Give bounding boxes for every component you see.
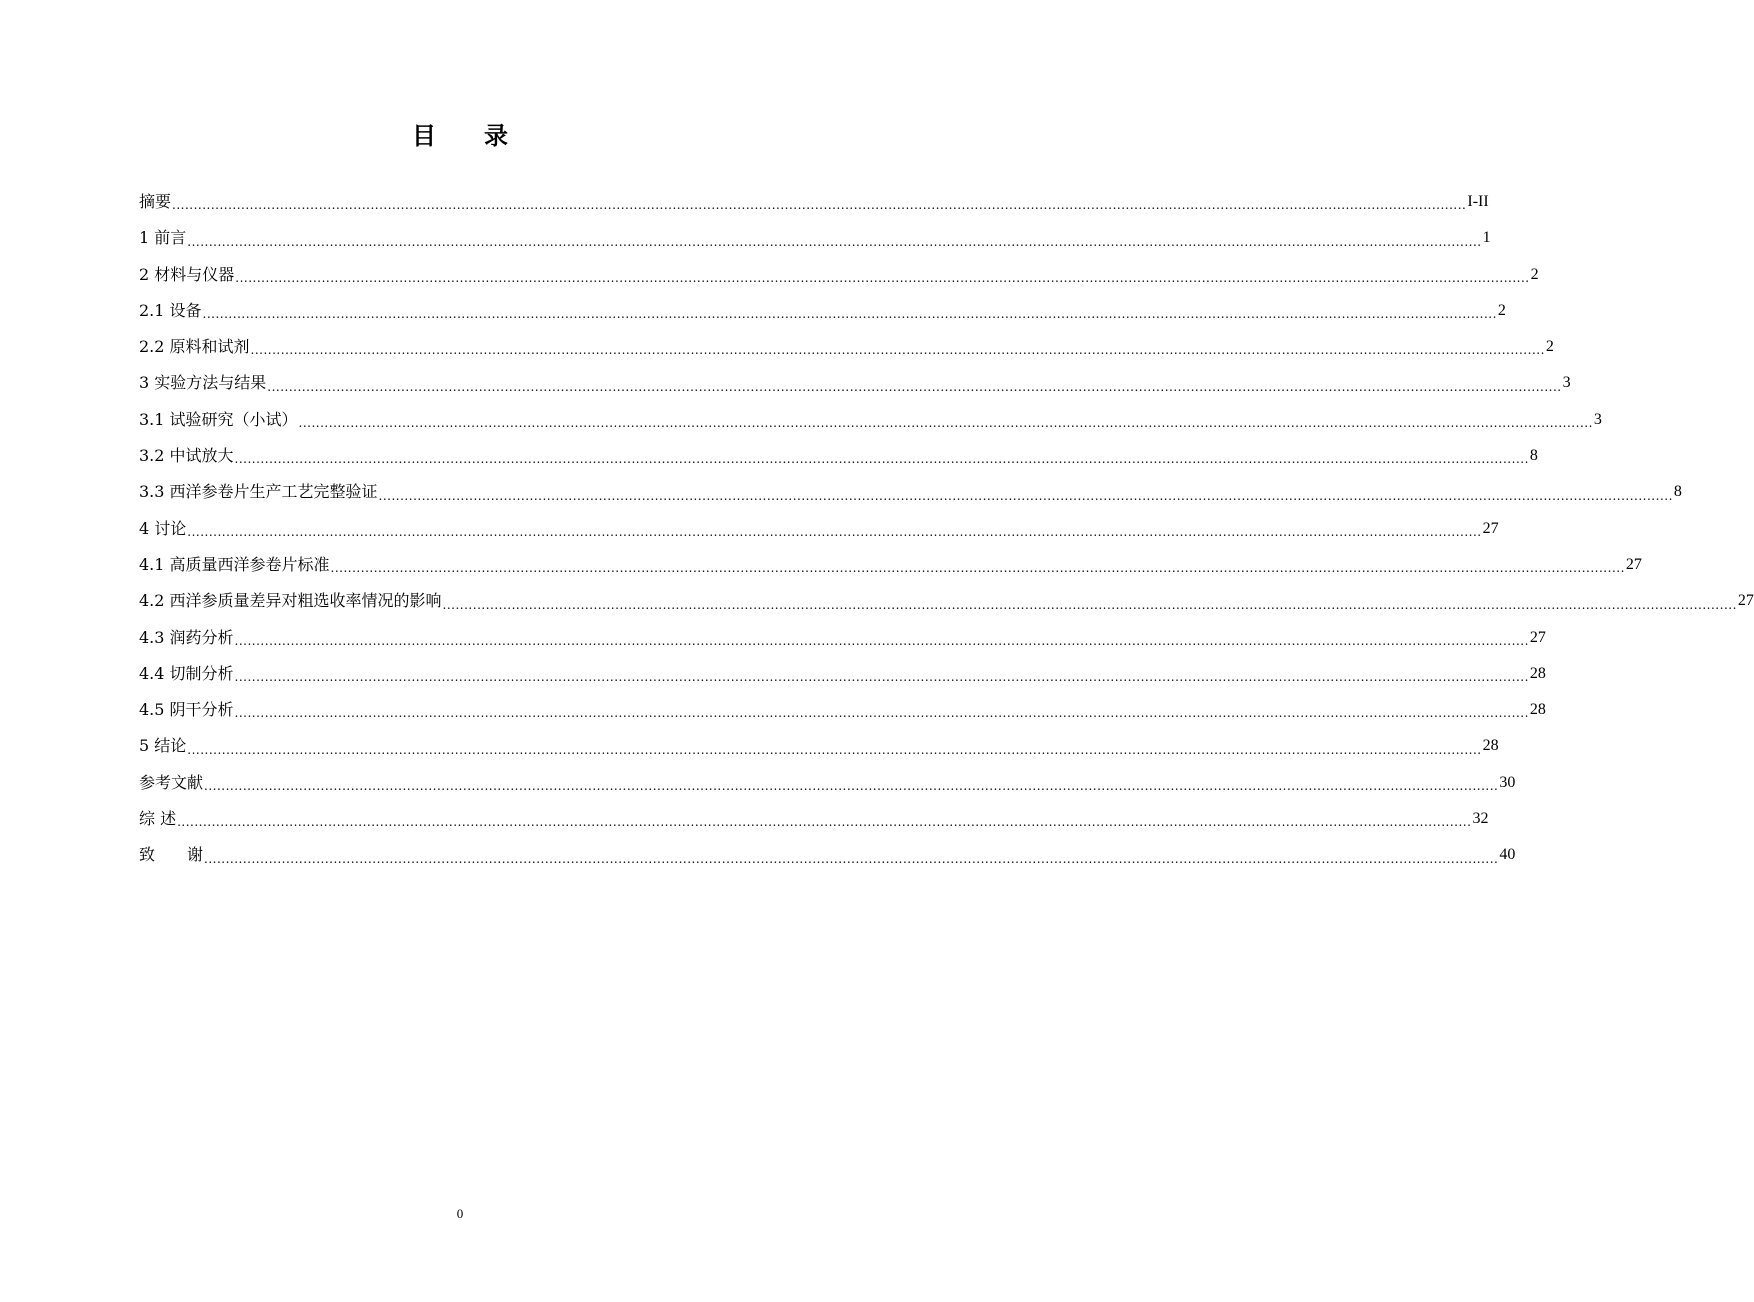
toc-entry-label: 4.1 高质量西洋参卷片标准: [139, 554, 330, 574]
toc-entry-page: 3: [1593, 410, 1602, 428]
page-number: 0: [456, 1206, 464, 1221]
toc-entry-page: 27: [1737, 592, 1754, 610]
toc-entry[interactable]: [139, 438, 1538, 474]
toc-entry[interactable]: [139, 620, 1546, 656]
toc-entry[interactable]: [139, 837, 1516, 873]
toc-leader-dots: ............................................................................................................................................................................................................................................................................................................: [330, 561, 1625, 576]
toc-entry-label: 2 材料与仪器: [139, 264, 235, 284]
toc-entry-label: 参考文献: [139, 772, 204, 792]
toc-entry-page: 2: [1530, 265, 1539, 283]
toc-entry[interactable]: [139, 402, 1602, 438]
toc-leader-dots: ............................................................................................................................................................................................................................................................................................................: [202, 307, 1497, 322]
toc-entry-label: 3.2 中试放大: [139, 446, 234, 466]
toc-entry[interactable]: [139, 583, 1754, 619]
toc-entry-page: 32: [1472, 810, 1489, 828]
toc-entry-page: 30: [1499, 773, 1516, 791]
toc-entry-label: 1 前言: [139, 228, 187, 248]
toc-leader-dots: ............................................................................................................................................................................................................................................................................................................: [187, 234, 1482, 249]
toc-entry-label: 4.2 西洋参质量差异对粗选收率情况的影响: [139, 591, 442, 611]
toc-leader-dots: ............................................................................................................................................................................................................................................................................................................: [298, 416, 1593, 431]
toc-entry[interactable]: [139, 656, 1546, 692]
toc-entry[interactable]: [139, 257, 1539, 293]
toc-leader-dots: ............................................................................................................................................................................................................................................................................................................: [442, 597, 1737, 612]
table-of-contents: [139, 184, 1754, 874]
toc-leader-dots: ............................................................................................................................................................................................................................................................................................................: [378, 488, 1673, 503]
toc-leader-dots: ............................................................................................................................................................................................................................................................................................................: [177, 815, 1472, 830]
toc-entry-label: 3 实验方法与结果: [139, 373, 267, 393]
toc-entry-page: 3: [1562, 374, 1571, 392]
toc-entry-label: 综 述: [139, 809, 177, 829]
toc-entry-label: 摘要: [139, 192, 172, 211]
toc-entry[interactable]: [139, 801, 1489, 837]
toc-leader-dots: ............................................................................................................................................................................................................................................................................................................: [204, 851, 1499, 866]
toc-leader-dots: ............................................................................................................................................................................................................................................................................................................: [250, 343, 1545, 358]
toc-entry-page: 8: [1673, 483, 1682, 501]
toc-leader-dots: ............................................................................................................................................................................................................................................................................................................: [234, 452, 1529, 467]
toc-entry-page: 40: [1499, 846, 1516, 864]
toc-leader-dots: ............................................................................................................................................................................................................................................................................................................: [187, 524, 1482, 539]
toc-entry-label: 2.2 原料和试剂: [139, 337, 250, 357]
toc-entry-page: 28: [1482, 737, 1499, 755]
toc-entry-page: 1: [1482, 229, 1491, 247]
toc-entry-label: 4.4 切制分析: [139, 663, 234, 683]
toc-leader-dots: ............................................................................................................................................................................................................................................................................................................: [234, 670, 1529, 685]
toc-entry[interactable]: [139, 692, 1546, 728]
toc-entry-label: 3.1 试验研究（小试）: [139, 409, 298, 429]
toc-entry-page: 8: [1529, 447, 1538, 465]
toc-leader-dots: ............................................................................................................................................................................................................................................................................................................: [234, 706, 1529, 721]
toc-entry[interactable]: [139, 220, 1491, 256]
toc-entry-page: 28: [1529, 664, 1546, 682]
toc-entry[interactable]: [139, 547, 1642, 583]
toc-entry-page: 2: [1545, 338, 1554, 356]
toc-leader-dots: ............................................................................................................................................................................................................................................................................................................: [235, 270, 1530, 285]
toc-leader-dots: ............................................................................................................................................................................................................................................................................................................: [204, 779, 1499, 794]
toc-leader-dots: ............................................................................................................................................................................................................................................................................................................: [267, 379, 1562, 394]
toc-leader-dots: ............................................................................................................................................................................................................................................................................................................: [234, 633, 1529, 648]
toc-entry[interactable]: [139, 184, 1489, 220]
toc-entry-label: 致 谢: [139, 845, 204, 865]
toc-leader-dots: ............................................................................................................................................................................................................................................................................................................: [172, 198, 1467, 213]
toc-entry[interactable]: [139, 474, 1682, 510]
toc-entry-page: 27: [1529, 628, 1546, 646]
toc-entry-page: I-II: [1467, 193, 1489, 210]
toc-leader-dots: ............................................................................................................................................................................................................................................................................................................: [187, 742, 1482, 757]
toc-entry[interactable]: [139, 365, 1571, 401]
page-title: 目 录: [412, 122, 508, 150]
toc-entry-page: 28: [1529, 701, 1546, 719]
toc-entry-label: 4.3 润药分析: [139, 627, 234, 647]
toc-entry-label: 5 结论: [139, 736, 187, 756]
toc-entry-label: 4.5 阴干分析: [139, 700, 234, 720]
toc-entry[interactable]: [139, 329, 1554, 365]
toc-entry[interactable]: [139, 293, 1506, 329]
toc-entry[interactable]: [139, 728, 1499, 764]
toc-entry-page: 27: [1482, 519, 1499, 537]
toc-entry-label: 3.3 西洋参卷片生产工艺完整验证: [139, 482, 378, 502]
toc-entry-page: 2: [1497, 301, 1506, 319]
toc-entry-label: 2.1 设备: [139, 300, 202, 320]
toc-entry[interactable]: [139, 765, 1516, 801]
toc-entry[interactable]: [139, 511, 1499, 547]
toc-entry-label: 4 讨论: [139, 518, 187, 538]
toc-entry-page: 27: [1625, 555, 1642, 573]
